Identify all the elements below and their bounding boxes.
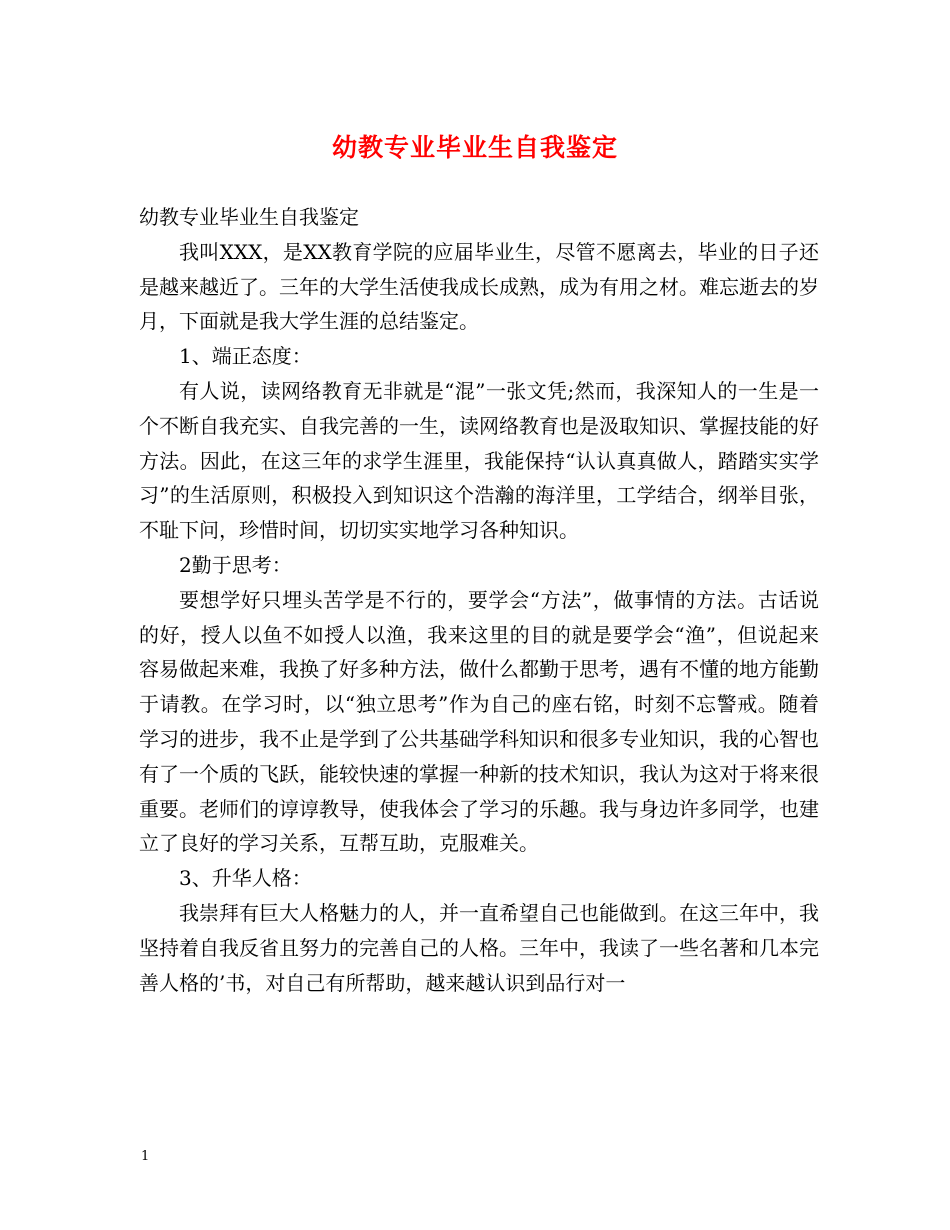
document-body bbox=[139, 200, 819, 1000]
heading-character: 3、升华人格： bbox=[179, 866, 312, 891]
paragraph-character: 我崇拜有巨大人格魅力的人，并一直希望自己也能做到。在这三年中，我坚持着自我反省且努力的完善自己的人格。三年中，我读了一些名著和几本完善人格的’书，对自己有所帮助，越来越认识到品行对一 bbox=[139, 900, 819, 995]
page-number: 1 bbox=[141, 1149, 150, 1164]
paragraph-attitude: 有人说，读网络教育无非就是“混”一张文凭;然而，我深知人的一生是一个不断自我充实、自我完善的一生，读网络教育也是汲取知识、掌握技能的好方法。因此，在这三年的求学生涯里，我能保持“认认真真做人，踏踏实实学习”的生活原则，积极投入到知识这个浩瀚的海洋里，工学结合，纲举目张，不耻下问，珍惜时间，切切实实地学习各种知识。 bbox=[139, 378, 819, 543]
document-subtitle: 幼教专业毕业生自我鉴定 bbox=[139, 205, 359, 229]
paragraph-thinking: 要想学好只埋头苦学是不行的，要学会“方法”，做事情的方法。古话说的好，授人以鱼不如授人以渔，我来这里的目的就是要学会“渔”，但说起来容易做起来难，我换了好多种方法，做什么都勤于思考，遇有不懂的地方能勤于请教。在学习时，以“独立思考”作为自己的座右铭，时刻不忘警戒。随着学习的进步，我不止是学到了公共基础学科知识和很多专业知识，我的心智也有了一个质的飞跃，能较快速的掌握一种新的技术知识，我认为这对于将来很重要。老师们的谆谆教导，使我体会了学习的乐趣。我与身边许多同学，也建立了良好的学习关系，互帮互助，克服难关。 bbox=[139, 587, 819, 856]
heading-thinking: 2勤于思考： bbox=[179, 552, 292, 577]
document-title: 幼教专业毕业生自我鉴定 bbox=[331, 133, 618, 162]
heading-attitude: 1、端正态度： bbox=[179, 344, 312, 369]
paragraph-intro: 我叫XXX，是XX教育学院的应届毕业生，尽管不愿离去，毕业的日子还是越来越近了。三年的大学生活使我成长成熟，成为有用之材。难忘逝去的岁月，下面就是我大学生涯的总结鉴定。 bbox=[139, 239, 819, 334]
